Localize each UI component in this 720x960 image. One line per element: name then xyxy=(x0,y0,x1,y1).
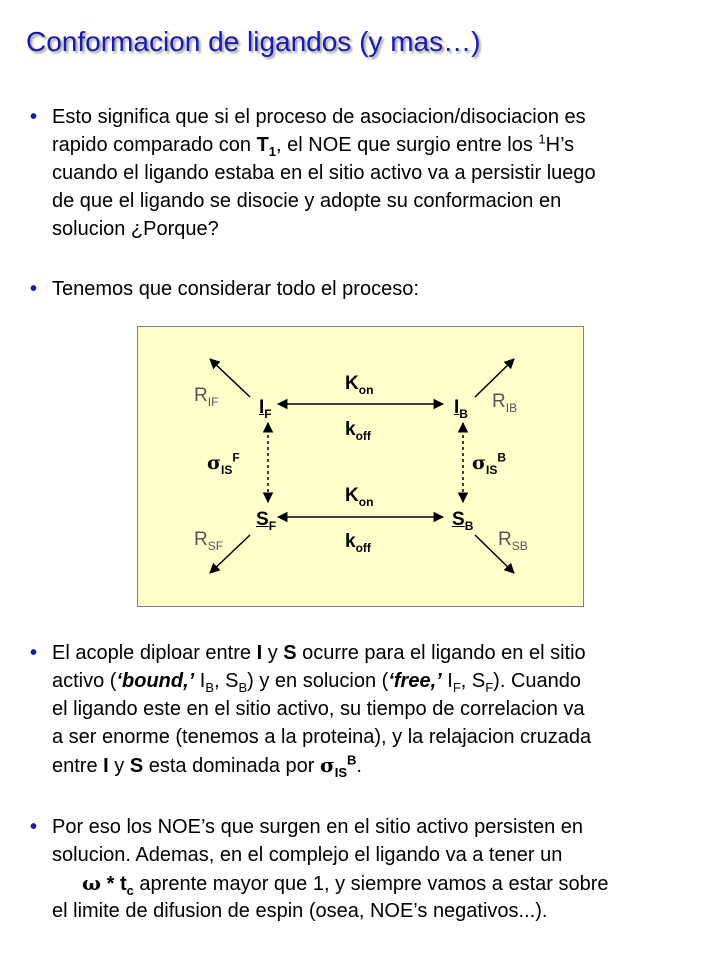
text-fragment: I xyxy=(103,755,109,777)
isotope-superscript: 1 xyxy=(538,131,546,147)
text-line: de que el ligando se disocie y adopte su conformacion en xyxy=(52,190,562,212)
text-fragment: aprente mayor que 1, y siempre vamos a estar sobre xyxy=(133,873,609,895)
paragraph-asociacion xyxy=(30,103,700,243)
label-kon-top xyxy=(345,373,373,395)
label-koff-bottom xyxy=(345,531,371,553)
text-fragment: ocurre para el ligando en el sitio xyxy=(296,642,586,664)
label-r-sb xyxy=(498,529,528,551)
exchange-diagram xyxy=(137,326,584,607)
text-fragment: B xyxy=(464,518,474,533)
text-fragment: H’s xyxy=(545,134,575,156)
text-fragment: IB xyxy=(505,400,518,415)
text-fragment: esta dominada por xyxy=(143,755,320,777)
bullet: • xyxy=(30,278,38,300)
text-fragment: I xyxy=(441,670,453,692)
diagram-arrows xyxy=(138,327,585,608)
text-fragment: y xyxy=(262,642,284,664)
text-fragment: σ xyxy=(472,452,487,474)
text-fragment: B xyxy=(238,680,248,695)
bullet: • xyxy=(30,816,38,838)
page-title: Conformacion de ligandos (y mas…) xyxy=(26,26,481,57)
t1-symbol: T xyxy=(256,134,269,156)
bullet: • xyxy=(30,106,38,128)
text-fragment: B xyxy=(205,680,215,695)
text-fragment: F xyxy=(232,450,240,465)
text-fragment: I xyxy=(259,397,265,418)
text-line: a ser enorme (tenemos a la proteina), y la relajacion cruzada xyxy=(52,726,592,748)
text-fragment: K xyxy=(345,485,359,506)
text-fragment: K xyxy=(345,373,359,394)
text-fragment: R xyxy=(194,529,208,550)
text-fragment: IF xyxy=(207,394,219,409)
text-fragment: σ xyxy=(207,452,222,474)
text-fragment: ω xyxy=(82,871,102,895)
text-fragment: F xyxy=(268,518,277,533)
text-fragment: F xyxy=(485,680,494,695)
label-r-sf xyxy=(194,529,223,551)
label-s-bound xyxy=(452,509,473,531)
text-fragment: y xyxy=(108,755,130,777)
text-line: solucion ¿Porque? xyxy=(52,218,219,240)
text-line: Esto significa que si el proceso de asociacion/disociacion es xyxy=(52,106,586,128)
text-fragment: B xyxy=(497,450,507,465)
label-i-bound xyxy=(454,397,468,419)
text-fragment: , el NOE que surgio entre los xyxy=(276,134,539,156)
text-fragment: activo ( xyxy=(52,670,117,692)
label-s-free xyxy=(256,509,276,531)
text-fragment: B xyxy=(347,752,357,768)
label-sigma-is-f xyxy=(207,452,240,475)
text-line: el limite de difusion de espin (osea, NOE’s negativos...). xyxy=(52,900,548,922)
paragraph-proceso xyxy=(30,275,700,303)
paragraph-noe xyxy=(30,813,700,925)
text-fragment: I xyxy=(454,397,460,418)
text-fragment: ). Cuando xyxy=(493,670,582,692)
bullet: • xyxy=(30,642,38,664)
text-fragment: * xyxy=(101,873,120,895)
text-fragment: ‘free,’ xyxy=(388,670,442,692)
text-line: solucion. Ademas, en el complejo el ligando va a tener un xyxy=(52,844,563,866)
text-fragment: , S xyxy=(214,670,239,692)
paragraph-acople xyxy=(30,639,700,779)
text-fragment: σ xyxy=(319,753,335,777)
label-r-if xyxy=(194,385,218,407)
text-fragment: SB xyxy=(511,538,528,553)
text-fragment: S xyxy=(283,642,297,664)
text-fragment: ) y en solucion ( xyxy=(247,670,389,692)
label-i-free xyxy=(259,397,272,419)
text-fragment: S xyxy=(256,509,269,530)
text-fragment: S xyxy=(129,755,144,777)
text-fragment: . xyxy=(356,755,362,777)
text-fragment: S xyxy=(452,509,465,530)
label-kon-bottom xyxy=(345,485,373,507)
text-fragment: off xyxy=(355,428,371,443)
text-fragment: k xyxy=(345,419,356,440)
text-fragment: rapido comparado con xyxy=(52,134,257,156)
text-fragment: SF xyxy=(207,538,224,553)
text-fragment: El acople diploar entre xyxy=(52,642,257,664)
text-line: Tenemos que considerar todo el proceso: xyxy=(52,278,419,300)
text-fragment: on xyxy=(358,382,374,397)
text-fragment: t xyxy=(119,873,127,895)
text-fragment: F xyxy=(264,406,272,421)
text-fragment: R xyxy=(492,391,506,412)
text-fragment: I xyxy=(256,642,263,664)
label-r-ib xyxy=(492,391,517,413)
label-sigma-is-b xyxy=(472,452,506,475)
text-fragment: I xyxy=(194,670,206,692)
label-koff-top xyxy=(345,419,371,441)
text-fragment: , S xyxy=(460,670,486,692)
text-fragment: k xyxy=(345,531,356,552)
text-line: Por eso los NOE’s que surgen en el sitio activo persisten en xyxy=(52,816,584,838)
text-fragment: off xyxy=(355,540,371,555)
text-fragment: B xyxy=(459,406,468,421)
text-fragment: IS xyxy=(486,462,498,477)
text-line: cuando el ligando estaba en el sitio activo va a persistir luego xyxy=(52,162,596,184)
text-fragment: ‘bound,’ xyxy=(116,670,195,692)
text-fragment: c xyxy=(126,883,134,898)
text-fragment: on xyxy=(358,494,374,509)
text-fragment: F xyxy=(452,680,461,695)
text-fragment: IS xyxy=(334,765,348,780)
text-fragment: IS xyxy=(221,462,233,477)
text-fragment: R xyxy=(498,529,512,550)
t1-subscript: 1 xyxy=(268,144,277,159)
text-fragment: entre xyxy=(52,755,104,777)
text-fragment: R xyxy=(194,385,208,406)
text-line: el ligando este en el sitio activo, su tiempo de correlacion va xyxy=(52,698,585,720)
